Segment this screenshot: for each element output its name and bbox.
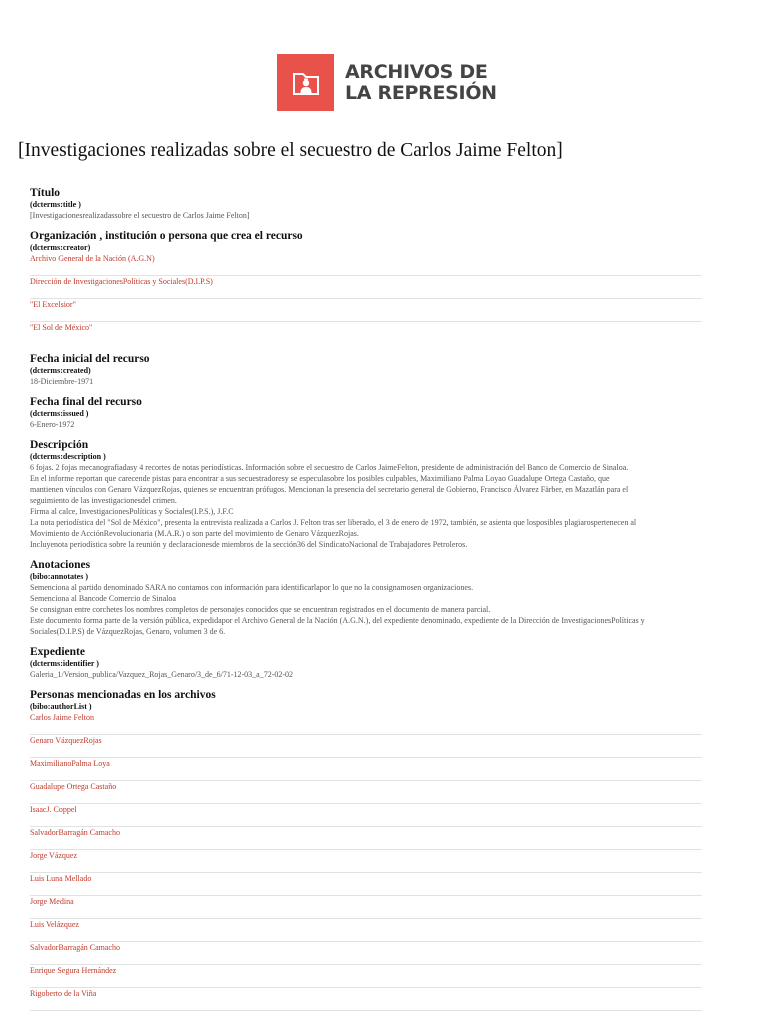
field-issued [30,395,702,430]
person-link-text[interactable]: Guadalupe Ortega Castaño [30,782,117,791]
field-key: (bibo:authorList ) [30,702,92,711]
creator-link-text[interactable]: Dirección de InvestigacionesPolíticas y Sociales(D.I.P.S) [30,277,213,286]
description-line: La nota periodística del "Sol de México", presenta la entrevista realizada a Carlos J. Felton tras ser liberado, el 3 de enero de 1972, también, se asienta que losposibles plagiarospertenecen al [30,518,637,527]
site-logo-text[interactable] [345,62,545,104]
site-header [0,54,768,112]
creator-link[interactable] [30,253,702,276]
description-line: 6 fojas. 2 fojas mecanografiadasy 4 recortes de notas periodísticas. Información sobre el secuestro de Carlos JaimeFelton, presidente de administración del Banco de Comercio de Sinaloa. [30,463,629,472]
annotation-line: Se consignan entre corchetes los nombres completos de personajes conocidos que se encuentran registrados en el documento de manera parcial. [30,605,491,614]
field-title [30,186,702,221]
person-link[interactable] [30,896,702,919]
field-key: (dcterms:issued ) [30,409,89,418]
person-link[interactable] [30,988,702,1011]
field-annotations [30,558,702,637]
logo-line-1: ARCHIVOS DE [345,61,488,83]
creator-link-text[interactable]: Archivo General de la Nación (A.G.N) [30,254,155,263]
annotation-line: Semenciona al partido denominado SARA no contamos con información para identificarlapor lo que no la consignamosen organizaciones. [30,583,474,592]
field-label: Fecha inicial del recurso [30,353,150,365]
persons-list [30,712,702,1011]
field-label: Título [30,187,61,199]
annotation-line: Semenciona al Bancode Comercio de Sinaloa [30,594,176,603]
field-persons [30,688,702,1011]
description-line: Movimiento de AcciónRevolucionaria (M.A.R.) o son parte del movimiento de Genaro VázquezRojas. [30,529,359,538]
field-label: Expediente [30,646,85,658]
person-link-text[interactable]: Jorge Medina [30,897,74,906]
person-link-text[interactable]: Carlos Jaime Felton [30,713,94,722]
creator-link[interactable] [30,299,702,322]
person-link-text[interactable]: Enrique Segura Hernández [30,966,117,975]
person-link-text[interactable]: Luis Luna Mellado [30,874,92,883]
person-link[interactable] [30,735,702,758]
field-description [30,438,702,550]
field-identifier [30,645,702,680]
description-line: Incluyenota periodística sobre la reunión y declaracionesde miembros de la sección36 del SindicatoNacional de Trabajadores Petroleros. [30,540,468,549]
field-label: Personas mencionadas en los archivos [30,689,216,701]
person-link-text[interactable]: SalvadorBarragán Camacho [30,828,120,837]
creator-link[interactable] [30,276,702,299]
annotation-line: Este documento forma parte de la versión pública, expedidapor el Archivo General de la Nación (A.G.N.), del expediente denominado, expediente de la Dirección de InvestigacionesPolíticas y [30,616,645,625]
description-line: mantienen vínculos con Genaro VázquezRojas, quienes se encuentran prófugos. Mencionan la presencia del secretario general de Gobierno, Francisco Álvarez Färber, en Mazatlán para el [30,485,629,494]
field-value: Galeria_1/Version_publica/Vazquez_Rojas_Genaro/3_de_6/71-12-03_a_72-02-02 [30,670,294,679]
field-label: Organización , institución o persona que crea el recurso [30,230,303,242]
person-link[interactable] [30,942,702,965]
creator-link[interactable] [30,322,702,344]
field-key: (dcterms:created) [30,366,91,375]
person-link[interactable] [30,850,702,873]
record-metadata [30,186,702,1019]
person-link-text[interactable]: Genaro VázquezRojas [30,736,102,745]
field-key: (dcterms:description ) [30,452,106,461]
annotation-line: Sociales(D.I.P.S) de VázquezRojas, Genaro, volumen 3 de 6. [30,627,226,636]
description-line: En el informe reportan que carecende pistas para encontrar a sus secuestradoresy se especulasobre los posibles culpables, Maximiliano Palma Loyao Guadalupe Ortega Castaño, que [30,474,610,483]
description-line: seguimiento de las investigacionesdel crimen. [30,496,177,505]
creator-link-text[interactable]: "El Excelsior" [30,300,76,309]
field-label: Descripción [30,439,89,451]
creator-list [30,253,702,344]
field-value: 18-Diciembre-1971 [30,377,94,386]
field-label: Anotaciones [30,559,91,571]
field-creator [30,229,702,344]
person-link[interactable] [30,919,702,942]
field-label: Fecha final del recurso [30,396,142,408]
person-link-text[interactable]: Luis Velázquez [30,920,79,929]
person-link-text[interactable]: MaximilianoPalma Loya [30,759,110,768]
field-created [30,352,702,387]
person-link[interactable] [30,873,702,896]
field-value: 6-Enero-1972 [30,420,75,429]
person-link-text[interactable]: IsaacJ. Coppel [30,805,77,814]
person-link-text[interactable]: SalvadorBarragán Camacho [30,943,120,952]
person-link[interactable] [30,781,702,804]
person-link[interactable] [30,965,702,988]
field-key: (dcterms:creator) [30,243,91,252]
description-line: Firma al calce, InvestigacionesPolíticas y Sociales(I.P.S.), J.F.C [30,507,234,516]
person-link-text[interactable]: Rigoberto de la Viña [30,989,97,998]
person-link[interactable] [30,804,702,827]
logo-line-2: LA REPRESIÓN [345,82,497,104]
field-key: (dcterms:identifier ) [30,659,99,668]
person-link[interactable] [30,712,702,735]
person-link[interactable] [30,758,702,781]
archive-folder-person-icon[interactable] [277,54,334,111]
page-title: [Investigaciones realizadas sobre el secuestro de Carlos Jaime Felton] [18,140,563,161]
person-link-text[interactable]: Jorge Vázquez [30,851,78,860]
creator-link-text[interactable]: "El Sol de México" [30,323,93,332]
field-value: [Investigacionesrealizadassobre el secuestro de Carlos Jaime Felton] [30,211,250,220]
field-key: (bibo:annotates ) [30,572,89,581]
field-key: (dcterms:title ) [30,200,81,209]
person-link[interactable] [30,827,702,850]
